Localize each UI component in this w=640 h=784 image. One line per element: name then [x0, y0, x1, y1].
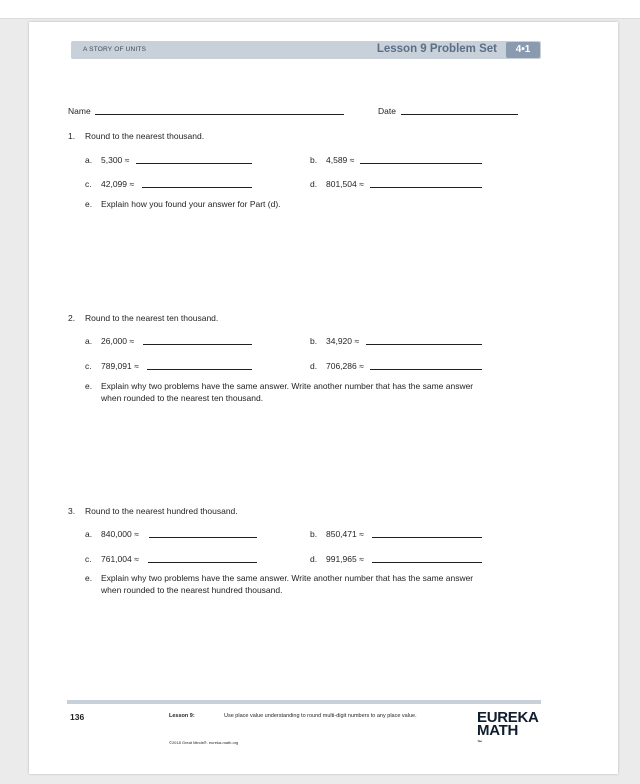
logo-trademark: ™ — [477, 740, 482, 746]
copyright: ©2018 Great Minds®. eureka-math.org — [169, 740, 239, 745]
item-letter: a. — [85, 155, 93, 165]
problem-number: 3. — [68, 506, 76, 516]
problem-number: 1. — [68, 131, 76, 141]
item-letter: a. — [85, 336, 93, 346]
item-text: 991,965 ≈ — [326, 554, 364, 564]
item-text: 789,091 ≈ — [101, 361, 139, 371]
footer-rule — [67, 700, 541, 704]
item-text: 34,920 ≈ — [326, 336, 360, 346]
item-letter: b. — [310, 336, 318, 346]
series-label: A STORY OF UNITS — [83, 46, 147, 53]
item-text: 706,286 ≈ — [326, 361, 364, 371]
footer-lesson-label: Lesson 9: — [169, 713, 195, 719]
page-number: 136 — [70, 712, 85, 722]
answer-line[interactable] — [147, 369, 252, 370]
problem-prompt: Round to the nearest hundred thousand. — [85, 506, 238, 516]
worksheet-page — [29, 22, 618, 774]
footer-lesson-description: Use place value understanding to round multi-digit numbers to any place value. — [224, 713, 417, 719]
date-label: Date — [378, 106, 396, 116]
viewer-top-bar — [0, 0, 640, 19]
lesson-title: Lesson 9 Problem Set — [376, 43, 497, 55]
answer-line[interactable] — [142, 187, 252, 188]
item-letter: b. — [310, 155, 318, 165]
explain-prompt-continued: when rounded to the nearest ten thousand. — [101, 393, 264, 403]
problem-number: 2. — [68, 313, 76, 323]
item-letter: c. — [85, 361, 92, 371]
answer-line[interactable] — [136, 163, 252, 164]
lesson-header — [71, 41, 541, 59]
eureka-math-logo — [477, 711, 547, 750]
answer-line[interactable] — [149, 537, 257, 538]
item-text: 42,099 ≈ — [101, 179, 135, 189]
item-text: 840,000 ≈ — [101, 529, 139, 539]
item-text: 761,004 ≈ — [101, 554, 139, 564]
item-text: 4,589 ≈ — [326, 155, 355, 165]
explain-prompt: Explain why two problems have the same answer. Write another number that has the same answer — [101, 573, 474, 583]
answer-line[interactable] — [372, 537, 482, 538]
answer-line[interactable] — [370, 187, 482, 188]
logo-line-1: EUREKA — [477, 709, 539, 726]
item-letter: c. — [85, 554, 92, 564]
item-letter: e. — [85, 199, 93, 209]
problem-prompt: Round to the nearest ten thousand. — [85, 313, 219, 323]
item-letter: d. — [310, 554, 318, 564]
item-text: 26,000 ≈ — [101, 336, 135, 346]
answer-line[interactable] — [148, 562, 257, 563]
item-text: 801,504 ≈ — [326, 179, 364, 189]
problem-prompt: Round to the nearest thousand. — [85, 131, 205, 141]
item-letter: a. — [85, 529, 93, 539]
explain-prompt: Explain why two problems have the same answer. Write another number that has the same answer — [101, 381, 474, 391]
answer-line[interactable] — [370, 369, 482, 370]
answer-line[interactable] — [366, 344, 482, 345]
item-letter: c. — [85, 179, 92, 189]
item-letter: b. — [310, 529, 318, 539]
explain-prompt-continued: when rounded to the nearest hundred thousand. — [101, 585, 283, 595]
item-letter: d. — [310, 361, 318, 371]
item-letter: d. — [310, 179, 318, 189]
item-letter: e. — [85, 381, 93, 391]
answer-line[interactable] — [360, 163, 482, 164]
answer-line[interactable] — [372, 562, 482, 563]
item-text: 850,471 ≈ — [326, 529, 364, 539]
answer-line[interactable] — [143, 344, 252, 345]
logo-line-2: MATH — [477, 722, 519, 739]
name-label: Name — [68, 106, 91, 116]
grade-module-badge: 4•1 — [506, 42, 540, 58]
item-letter: e. — [85, 573, 93, 583]
item-text: 5,300 ≈ — [101, 155, 130, 165]
date-field[interactable] — [401, 114, 518, 115]
name-field[interactable] — [95, 114, 344, 115]
explain-prompt: Explain how you found your answer for Part (d). — [101, 199, 281, 209]
